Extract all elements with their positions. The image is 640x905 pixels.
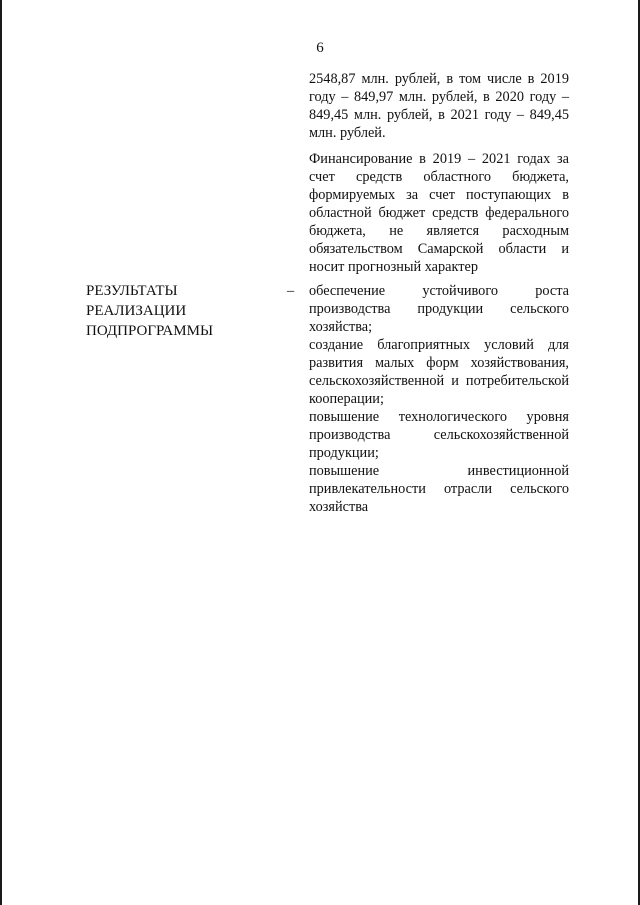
results-list-item: создание благоприятных условий для развития малых форм хозяйствования, сельскохозяйственной и потребительской кооперации; [309,337,569,407]
scan-edge-left [0,0,2,905]
funding-note-block [309,150,569,276]
results-heading-line: РЕЗУЛЬТАТЫ [86,283,178,299]
funding-amount-block [309,70,569,142]
funding-note-text: Финансирование в 2019 – 2021 годах за счет средств областного бюджета, формируемых за счет поступающих в областной бюджет средств федерального бюджета, не является расходным обязательством Самарской области и носит прогнозный характер [309,151,569,275]
results-list [309,282,569,516]
results-heading-line: ПОДПРОГРАММЫ [86,323,214,339]
results-list-item: повышение инвестиционной привлекательности отрасли сельского хозяйства [309,463,569,515]
results-list-item: повышение технологического уровня производства сельскохозяйственной продукции; [309,409,569,461]
results-list-item: обеспечение устойчивого роста производства продукции сельского хозяйства; [309,283,569,335]
results-heading [86,281,276,341]
funding-amount-text: 2548,87 млн. рублей, в том числе в 2019 году – 849,97 млн. рублей, в 2020 году – 849,45 млн. рублей, в 2021 году – 849,45 млн. рублей. [309,71,569,141]
results-heading-line: РЕАЛИЗАЦИИ [86,303,187,319]
list-dash: – [287,283,295,299]
page-number: 6 [316,40,324,56]
